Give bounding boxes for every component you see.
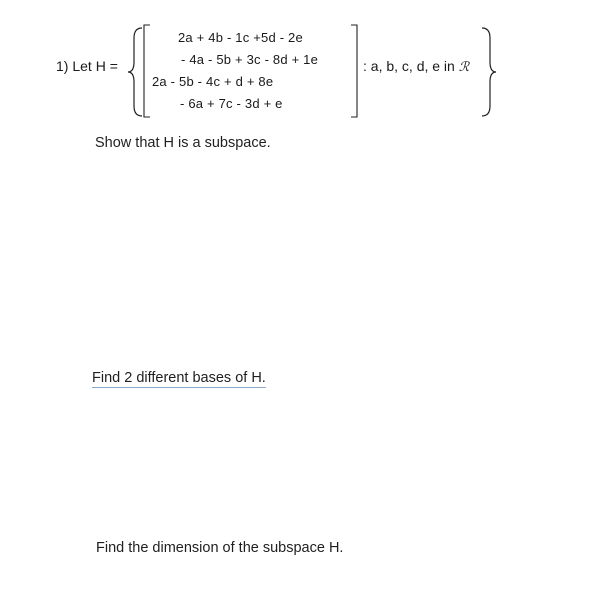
vector-row-3: 2a - 5b - 4c + d + 8e [152, 74, 274, 89]
set-condition [363, 58, 469, 75]
vector-row-4: - 6a + 7c - 3d + e [180, 96, 283, 111]
set-condition-text: : a, b, c, d, e in [363, 58, 455, 74]
question-dimension: Find the dimension of the subspace H. [96, 540, 344, 556]
real-numbers-symbol: ℛ [458, 60, 470, 75]
question-subspace: Show that H is a subspace. [95, 135, 271, 151]
vector-row-2: - 4a - 5b + 3c - 8d + 1e [181, 52, 319, 67]
set-definition-label: 1) Let H = [56, 58, 118, 74]
question-bases: Find 2 different bases of H. [92, 370, 266, 386]
left-square-bracket [142, 24, 152, 118]
right-curly-brace [478, 26, 498, 118]
vector-row-1: 2a + 4b - 1c +5d - 2e [178, 30, 303, 45]
right-square-bracket [350, 24, 360, 118]
